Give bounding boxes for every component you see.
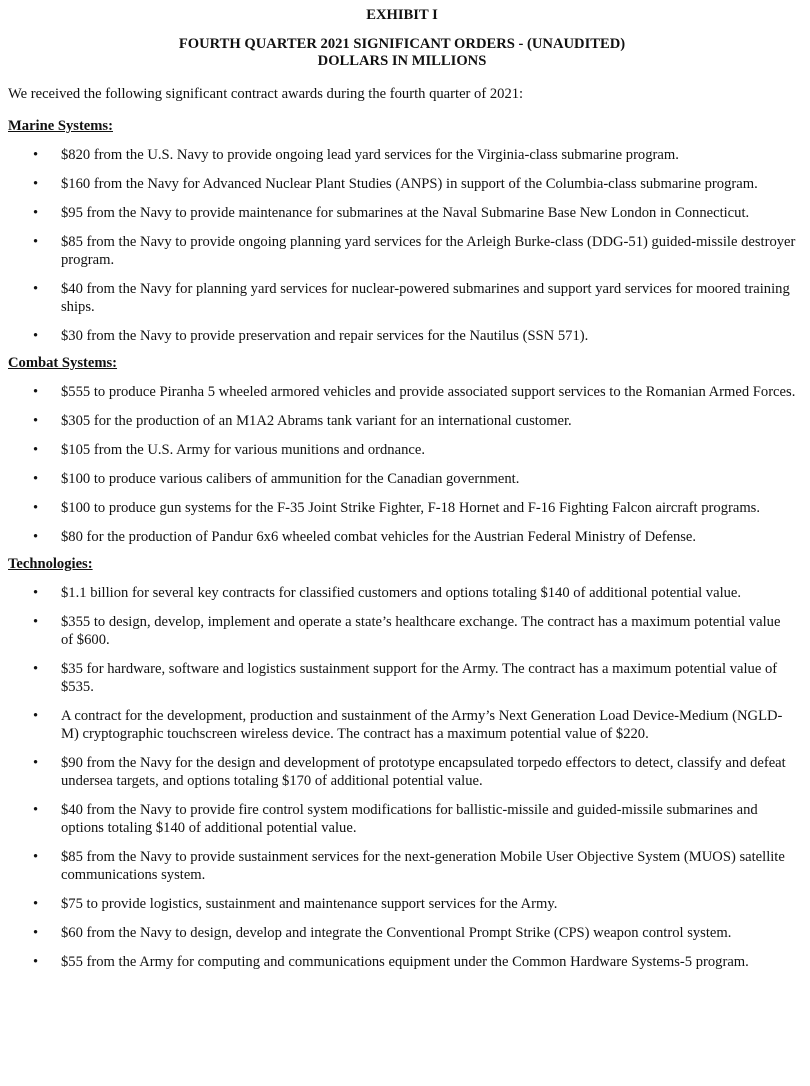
list-item xyxy=(8,204,796,222)
bullet-icon: • xyxy=(33,176,39,192)
bullet-icon: • xyxy=(33,614,39,630)
list-item xyxy=(8,660,796,696)
item-text: $75 to provide logistics, sustainment and maintenance support services for the Army. xyxy=(61,896,558,912)
bullet-icon: • xyxy=(33,147,39,163)
list-item xyxy=(8,528,796,546)
item-text: $55 from the Army for computing and communications equipment under the Common Hardware Systems-5 program. xyxy=(61,954,749,970)
item-text: $90 from the Navy for the design and development of prototype encapsulated torpedo effectors to detect, classify and defeat undersea targets, and options totaling $170 of additional potential value. xyxy=(61,755,786,789)
list-item xyxy=(8,924,796,942)
bullet-icon: • xyxy=(33,661,39,677)
title-line-1: FOURTH QUARTER 2021 SIGNIFICANT ORDERS - (UNAUDITED) xyxy=(178,36,626,52)
bullet-icon: • xyxy=(33,384,39,400)
bullet-icon: • xyxy=(33,205,39,221)
bullet-icon: • xyxy=(33,529,39,545)
list-item xyxy=(8,613,796,649)
item-text: $100 to produce various calibers of ammunition for the Canadian government. xyxy=(61,471,520,487)
section-technologies xyxy=(8,555,796,971)
item-text: $355 to design, develop, implement and operate a state’s healthcare exchange. The contract has a maximum potential value of $600. xyxy=(61,614,781,648)
item-text: $100 to produce gun systems for the F-35 Joint Strike Fighter, F-18 Hornet and F-16 Fighting Falcon aircraft programs. xyxy=(61,500,761,516)
bullet-icon: • xyxy=(33,849,39,865)
list-item xyxy=(8,801,796,837)
list-item xyxy=(8,412,796,430)
bullet-icon: • xyxy=(33,471,39,487)
item-text: $555 to produce Piranha 5 wheeled armored vehicles and provide associated support services to the Romanian Armed Forces. xyxy=(61,384,796,400)
bullet-icon: • xyxy=(33,802,39,818)
bullet-icon: • xyxy=(33,281,39,297)
section-heading: Marine Systems: xyxy=(8,118,113,134)
item-text: $85 from the Navy to provide ongoing planning yard services for the Arleigh Burke-class (DDG-51) guided-missile destroyer program. xyxy=(61,234,796,268)
bullet-icon: • xyxy=(33,896,39,912)
bullet-list xyxy=(8,584,796,971)
item-text: $305 for the production of an M1A2 Abrams tank variant for an international customer. xyxy=(61,413,572,429)
section-marine-systems xyxy=(8,117,796,345)
page-title xyxy=(8,36,796,70)
item-text: $60 from the Navy to design, develop and integrate the Conventional Prompt Strike (CPS) weapon control system. xyxy=(61,925,732,941)
list-item xyxy=(8,470,796,488)
list-item xyxy=(8,499,796,517)
document-page xyxy=(0,6,810,1086)
item-text: $40 from the Navy for planning yard services for nuclear-powered submarines and support yard services for moored training ships. xyxy=(61,281,790,315)
item-text: A contract for the development, production and sustainment of the Army’s Next Generation Load Device-Medium (NGLD-M) cryptographic touchscreen wireless device. The contract has a maximum potential value of $220. xyxy=(61,708,783,742)
list-item xyxy=(8,895,796,913)
section-heading: Combat Systems: xyxy=(8,355,118,371)
list-item xyxy=(8,146,796,164)
list-item xyxy=(8,707,796,743)
bullet-icon: • xyxy=(33,413,39,429)
list-item xyxy=(8,953,796,971)
title-line-2: DOLLARS IN MILLIONS xyxy=(317,53,487,69)
list-item xyxy=(8,233,796,269)
item-text: $160 from the Navy for Advanced Nuclear Plant Studies (ANPS) in support of the Columbia-class submarine program. xyxy=(61,176,758,192)
item-text: $105 from the U.S. Army for various munitions and ordnance. xyxy=(61,442,425,458)
bullet-icon: • xyxy=(33,234,39,250)
list-item xyxy=(8,754,796,790)
bullet-icon: • xyxy=(33,328,39,344)
list-item xyxy=(8,175,796,193)
bullet-list xyxy=(8,146,796,345)
item-text: $35 for hardware, software and logistics sustainment support for the Army. The contract has a maximum potential value of $535. xyxy=(61,661,778,695)
bullet-icon: • xyxy=(33,500,39,516)
item-text: $40 from the Navy to provide fire control system modifications for ballistic-missile and guided-missile submarines and options totaling $140 of additional potential value. xyxy=(61,802,758,836)
bullet-icon: • xyxy=(33,585,39,601)
intro-paragraph: We received the following significant contract awards during the fourth quarter of 2021: xyxy=(8,86,524,102)
item-text: $95 from the Navy to provide maintenance for submarines at the Naval Submarine Base New London in Connecticut. xyxy=(61,205,750,221)
bullet-list xyxy=(8,383,796,546)
list-item xyxy=(8,383,796,401)
list-item xyxy=(8,584,796,602)
item-text: $820 from the U.S. Navy to provide ongoing lead yard services for the Virginia-class submarine program. xyxy=(61,147,679,163)
item-text: $85 from the Navy to provide sustainment services for the next-generation Mobile User Objective System (MUOS) satellite communications system. xyxy=(61,849,785,883)
bullet-icon: • xyxy=(33,755,39,771)
bullet-icon: • xyxy=(33,925,39,941)
item-text: $30 from the Navy to provide preservation and repair services for the Nautilus (SSN 571). xyxy=(61,328,589,344)
bullet-icon: • xyxy=(33,442,39,458)
exhibit-label: EXHIBIT I xyxy=(366,7,438,23)
item-text: $1.1 billion for several key contracts for classified customers and options totaling $140 of additional potential value. xyxy=(61,585,742,601)
section-heading: Technologies: xyxy=(8,556,93,572)
section-combat-systems xyxy=(8,354,796,546)
list-item xyxy=(8,848,796,884)
list-item xyxy=(8,327,796,345)
list-item xyxy=(8,441,796,459)
list-item xyxy=(8,280,796,316)
item-text: $80 for the production of Pandur 6x6 wheeled combat vehicles for the Austrian Federal Ministry of Defense. xyxy=(61,529,697,545)
bullet-icon: • xyxy=(33,708,39,724)
bullet-icon: • xyxy=(33,954,39,970)
